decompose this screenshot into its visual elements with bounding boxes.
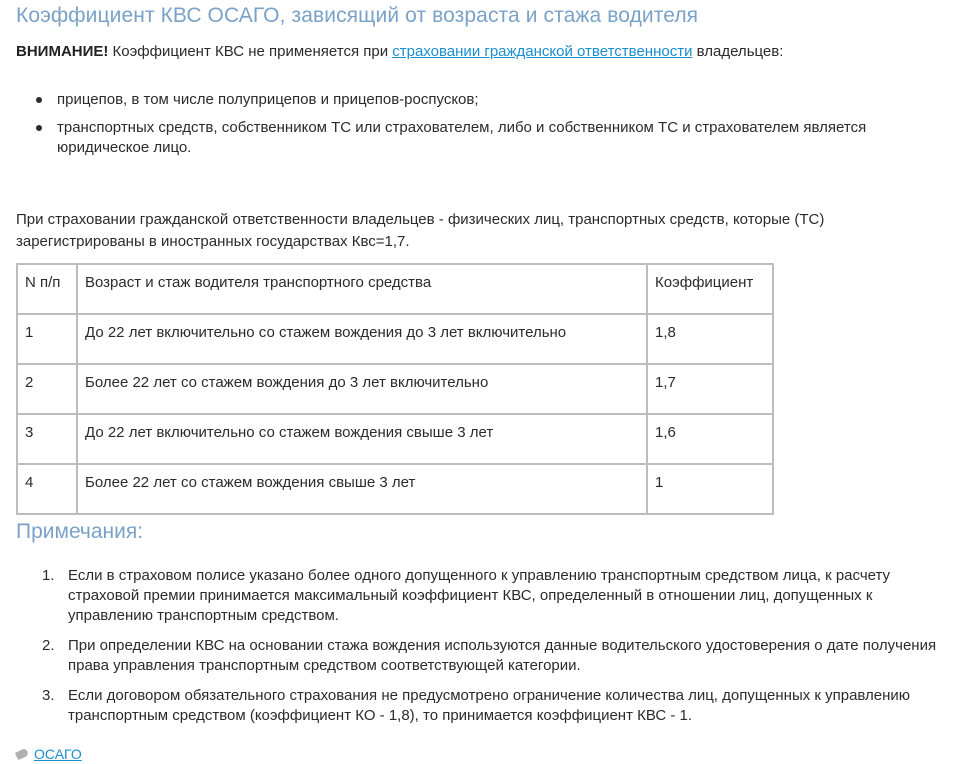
- table-cell: Более 22 лет со стажем вождения до 3 лет включительно: [77, 364, 647, 414]
- table-header-cell: N п/п: [17, 264, 77, 314]
- table-header-cell: Возраст и стаж водителя транспортного средства: [77, 264, 647, 314]
- note-text: При определении КВС на основании стажа вождения используются данные водительского удостоверения о дате получения права управления транспортным средством соответствующей категории.: [68, 637, 937, 674]
- table-cell: 3: [17, 414, 77, 464]
- list-item: [16, 566, 946, 626]
- list-item-text: транспортных средств, собственником ТС или страхователем, либо и собственником ТС и страхователем является юридическое лицо.: [57, 119, 867, 156]
- note-text: Если договором обязательного страхования не предусмотрено ограничение количества лиц, допущенных к управлению транспортным средством (коэффициент КО - 1,8), то принимается коэффициент КВС - 1.: [68, 687, 911, 724]
- tag-icon: [15, 748, 29, 760]
- note-number: 3.: [42, 687, 55, 704]
- notes-heading: Примечания:: [16, 520, 144, 543]
- table-header-row: [17, 264, 773, 314]
- table-cell: 2: [17, 364, 77, 414]
- bullet-icon: [36, 125, 42, 131]
- warning-label: ВНИМАНИЕ!: [16, 43, 109, 60]
- list-item-text: прицепов, в том числе полуприцепов и прицепов-роспусков;: [57, 91, 479, 108]
- warning-paragraph: [16, 42, 783, 62]
- table-row: [17, 414, 773, 464]
- note-number: 2.: [42, 637, 55, 654]
- warning-text-after: владельцев:: [692, 43, 784, 60]
- table-row: [17, 314, 773, 364]
- table-cell: 1: [17, 314, 77, 364]
- table-cell: 1: [647, 464, 773, 514]
- kvs-table: [16, 263, 774, 515]
- owners-list: [16, 90, 936, 166]
- foreign-vehicles-paragraph: При страховании гражданской ответственности владельцев - физических лиц, транспортных средств, которые (ТС) зарегистрированы в иностранных государствах Квс=1,7.: [16, 211, 825, 250]
- table-cell: До 22 лет включительно со стажем вождения до 3 лет включительно: [77, 314, 647, 364]
- table-header-cell: Коэффициент: [647, 264, 773, 314]
- list-item: [16, 636, 946, 676]
- note-text: Если в страховом полисе указано более одного допущенного к управлению транспортным средством лица, к расчету страховой премии принимается максимальный коэффициент КВС, определенный в отношении лиц, допущенных к управлению транспортным средством.: [68, 567, 891, 624]
- notes-list: [16, 566, 946, 736]
- table-cell: 1,8: [647, 314, 773, 364]
- table-cell: 1,6: [647, 414, 773, 464]
- table-cell: 4: [17, 464, 77, 514]
- note-number: 1.: [42, 567, 55, 584]
- liability-insurance-link[interactable]: страховании гражданской ответственности: [392, 43, 693, 60]
- list-item: [16, 90, 936, 110]
- table-row: [17, 364, 773, 414]
- tag-label: ОСАГО: [34, 746, 82, 762]
- osago-tag-link[interactable]: [16, 746, 82, 762]
- list-item: [16, 118, 936, 158]
- page-title: Коэффициент КВС ОСАГО, зависящий от возраста и стажа водителя: [16, 4, 699, 27]
- bullet-icon: [36, 97, 42, 103]
- table-cell: Более 22 лет со стажем вождения свыше 3 лет: [77, 464, 647, 514]
- table-cell: 1,7: [647, 364, 773, 414]
- warning-text-before: Коэффициент КВС не применяется при: [108, 43, 393, 60]
- table-row: [17, 464, 773, 514]
- table-cell: До 22 лет включительно со стажем вождения свыше 3 лет: [77, 414, 647, 464]
- list-item: [16, 686, 946, 726]
